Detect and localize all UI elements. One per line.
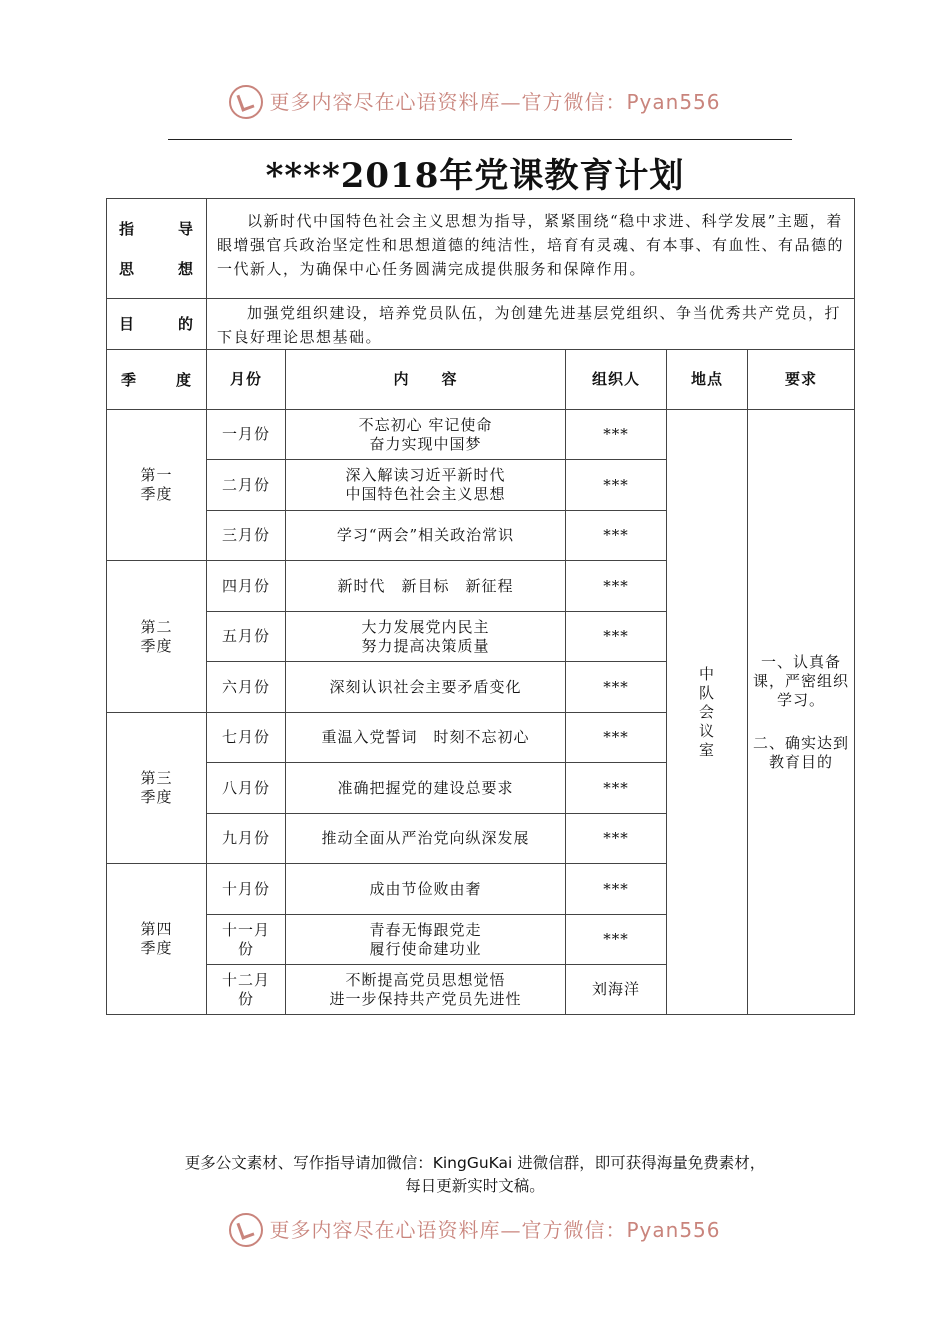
- content-cell: 大力发展党内民主 努力提高决策质量: [286, 612, 566, 662]
- month-cell: 八月份: [207, 763, 286, 814]
- header-requirement: 要求: [748, 350, 855, 410]
- content-cell: 重温入党誓词 时刻不忘初心: [286, 713, 566, 763]
- organizer-cell: ***: [566, 662, 667, 713]
- content-cell: 新时代 新目标 新征程: [286, 561, 566, 612]
- organizer-cell: 刘海洋: [566, 965, 667, 1015]
- header-organizer: 组织人: [566, 350, 667, 410]
- content-cell: 不忘初心 牢记使命 奋力实现中国梦: [286, 410, 566, 460]
- guiding-text-cell: [207, 199, 855, 299]
- month-cell: 二月份: [207, 460, 286, 511]
- month-cell: 七月份: [207, 713, 286, 763]
- month-cell: 十二月 份: [207, 965, 286, 1015]
- logo-icon: [229, 1213, 263, 1247]
- logo-icon: [229, 85, 263, 119]
- guiding-label: 指 导 思 想: [107, 199, 207, 299]
- content-cell: 准确把握党的建设总要求: [286, 763, 566, 814]
- watermark-bottom: [0, 1214, 950, 1249]
- header-content: 内 容: [286, 350, 566, 410]
- guiding-text: 以新时代中国特色社会主义思想为指导，紧紧围绕“稳中求进、科学发展”主题，着眼增强官兵政治坚定性和思想道德的纯洁性，培育有灵魂、有本事、有血性、有品德的一代新人，为确保中心任务圆满完成提供服务和保障作用。: [217, 212, 845, 278]
- month-cell: 一月份: [207, 410, 286, 460]
- footer-note: [0, 1152, 950, 1198]
- watermark-top: [0, 86, 950, 121]
- header-place: 地点: [667, 350, 748, 410]
- content-cell: 青春无悔跟党走 履行使命建功业: [286, 915, 566, 965]
- content-cell: 成由节俭败由奢: [286, 864, 566, 915]
- footer-line-1: 更多公文素材、写作指导请加微信：KingGuKai 进微信群，即可获得海量免费素材，: [184, 1154, 766, 1172]
- watermark-id: Pyan556: [626, 1218, 721, 1242]
- organizer-cell: ***: [566, 713, 667, 763]
- header-row: [107, 350, 855, 410]
- organizer-cell: ***: [566, 864, 667, 915]
- header-season: 季 度: [107, 350, 207, 410]
- month-cell: 九月份: [207, 814, 286, 864]
- table-row: [107, 410, 855, 460]
- header-month: 月份: [207, 350, 286, 410]
- month-cell: 四月份: [207, 561, 286, 612]
- guiding-row: [107, 199, 855, 299]
- purpose-label: 目 的: [107, 299, 207, 350]
- header-rule: [168, 139, 792, 140]
- footer-line-2: 每日更新实时文稿。: [405, 1177, 545, 1195]
- month-cell: 五月份: [207, 612, 286, 662]
- organizer-cell: ***: [566, 460, 667, 511]
- month-cell: 三月份: [207, 511, 286, 561]
- watermark-id: Pyan556: [626, 90, 721, 114]
- content-cell: 推动全面从严治党向纵深发展: [286, 814, 566, 864]
- organizer-cell: ***: [566, 814, 667, 864]
- education-plan-table: [106, 198, 855, 1015]
- month-cell: 十一月 份: [207, 915, 286, 965]
- content-cell: 不断提高党员思想觉悟 进一步保持共产党员先进性: [286, 965, 566, 1015]
- organizer-cell: ***: [566, 561, 667, 612]
- requirement-cell: 一、认真备课，严密组织学习。 二、确实达到教育目的: [748, 410, 855, 1015]
- content-cell: 深入解读习近平新时代 中国特色社会主义思想: [286, 460, 566, 511]
- place-cell: 中 队 会 议 室: [667, 410, 748, 1015]
- content-cell: 学习“两会”相关政治常识: [286, 511, 566, 561]
- watermark-text: 更多内容尽在心语资料库—官方微信：: [269, 1218, 627, 1242]
- organizer-cell: ***: [566, 612, 667, 662]
- season-2: 第二 季度: [107, 561, 207, 713]
- watermark-text: 更多内容尽在心语资料库—官方微信：: [269, 90, 627, 114]
- organizer-cell: ***: [566, 915, 667, 965]
- month-cell: 十月份: [207, 864, 286, 915]
- season-3: 第三 季度: [107, 713, 207, 864]
- organizer-cell: ***: [566, 511, 667, 561]
- season-1: 第一 季度: [107, 410, 207, 561]
- purpose-row: [107, 299, 855, 350]
- purpose-text: 加强党组织建设，培养党员队伍，为创建先进基层党组织、争当优秀共产党员，打下良好理论思想基础。: [217, 304, 842, 346]
- organizer-cell: ***: [566, 410, 667, 460]
- organizer-cell: ***: [566, 763, 667, 814]
- page-title: ****2018年党课教育计划: [265, 156, 685, 196]
- season-4: 第四 季度: [107, 864, 207, 1015]
- month-cell: 六月份: [207, 662, 286, 713]
- content-cell: 深刻认识社会主要矛盾变化: [286, 662, 566, 713]
- purpose-text-cell: [207, 299, 855, 350]
